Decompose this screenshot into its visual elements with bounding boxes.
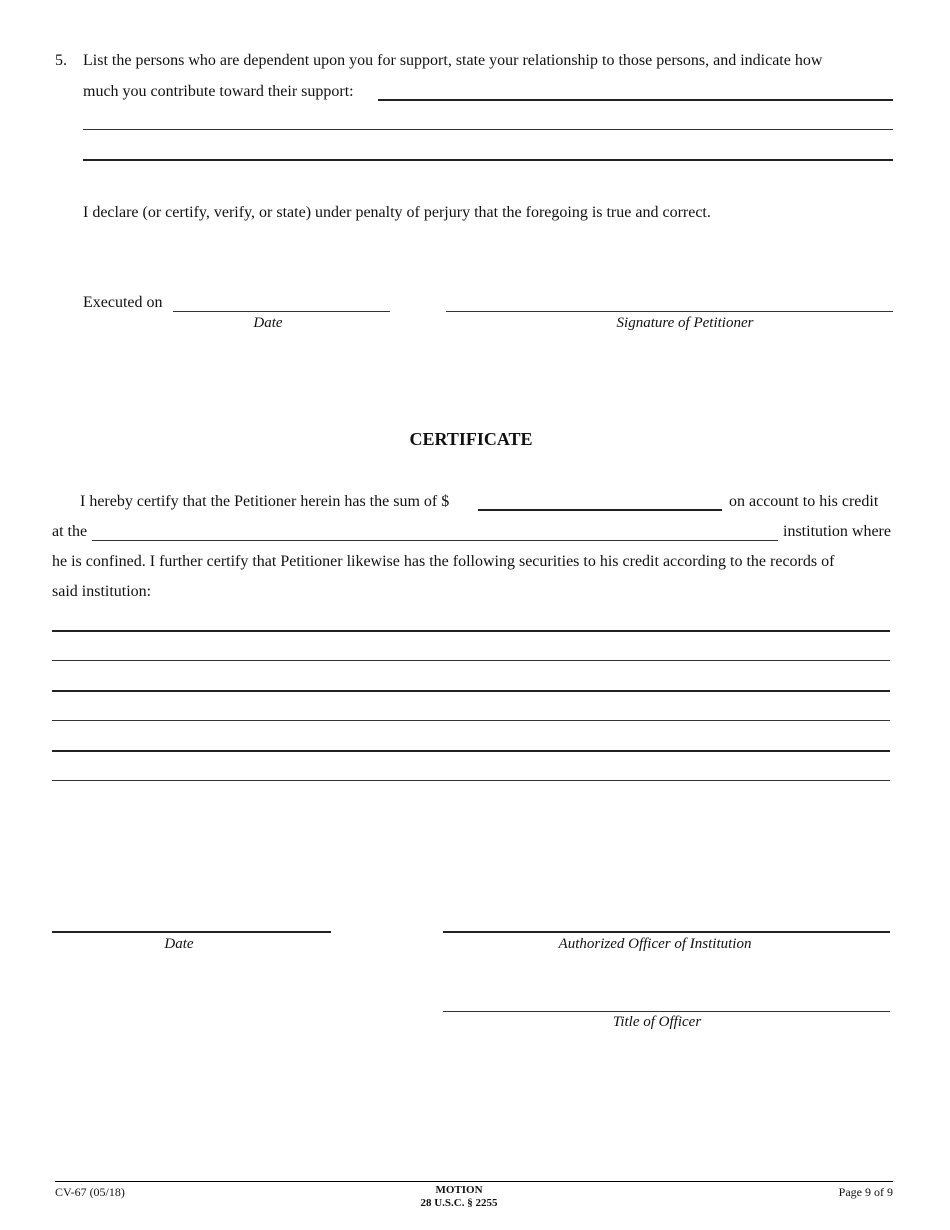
item5-question-line1: List the persons who are dependent upon you for support, state your relationship to those persons, and indicate how [83, 52, 823, 69]
dependents-input-line[interactable] [83, 159, 893, 161]
footer-statute: 28 U.S.C. § 2255 [420, 1197, 498, 1209]
officer-caption: Authorized Officer of Institution [558, 936, 752, 952]
dependents-input-line[interactable] [83, 129, 893, 130]
dependents-input-line[interactable] [378, 99, 893, 101]
page-number: Page 9 of 9 [838, 1185, 893, 1199]
securities-input-line[interactable] [52, 690, 890, 692]
securities-input-line[interactable] [52, 750, 890, 752]
item5-question-line2: much you contribute toward their support: [83, 83, 354, 100]
certificate-title: CERTIFICATE [409, 429, 533, 449]
securities-input-line[interactable] [52, 660, 890, 661]
certificate-text-line2-end: institution where [783, 523, 891, 540]
certificate-text-line2: at the [52, 523, 88, 540]
institution-name-line[interactable] [92, 540, 778, 541]
executed-date-line[interactable] [173, 311, 390, 312]
executed-on-label: Executed on [83, 294, 163, 311]
certificate-text-line1-end: on account to his credit [729, 493, 879, 510]
perjury-declaration: I declare (or certify, verify, or state) under penalty of perjury that the foregoing is true and correct. [83, 204, 711, 221]
footer-title [359, 1184, 559, 1210]
signature-caption: Signature of Petitioner [616, 315, 754, 331]
date-caption: Date [253, 315, 283, 331]
securities-input-line[interactable] [52, 720, 890, 721]
certificate-text-line1: I hereby certify that the Petitioner herein has the sum of $ [80, 493, 450, 510]
officer-signature-line[interactable] [443, 931, 890, 933]
certificate-text-line4: said institution: [52, 583, 152, 600]
footer-doc-title: MOTION [435, 1184, 483, 1196]
item-number: 5. [55, 52, 67, 69]
petitioner-signature-line[interactable] [446, 311, 893, 312]
officer-title-line[interactable] [443, 1011, 890, 1012]
securities-input-line[interactable] [52, 780, 890, 781]
certificate-text-line3: he is confined. I further certify that Petitioner likewise has the following securities to his credit according to the records of [52, 553, 835, 570]
certificate-date-line[interactable] [52, 931, 331, 933]
officer-title-caption: Title of Officer [612, 1014, 702, 1030]
credit-amount-line[interactable] [478, 509, 722, 511]
footer-rule [55, 1181, 893, 1182]
certificate-date-caption: Date [164, 936, 194, 952]
securities-input-line[interactable] [52, 630, 890, 632]
form-id: CV-67 (05/18) [55, 1185, 125, 1199]
